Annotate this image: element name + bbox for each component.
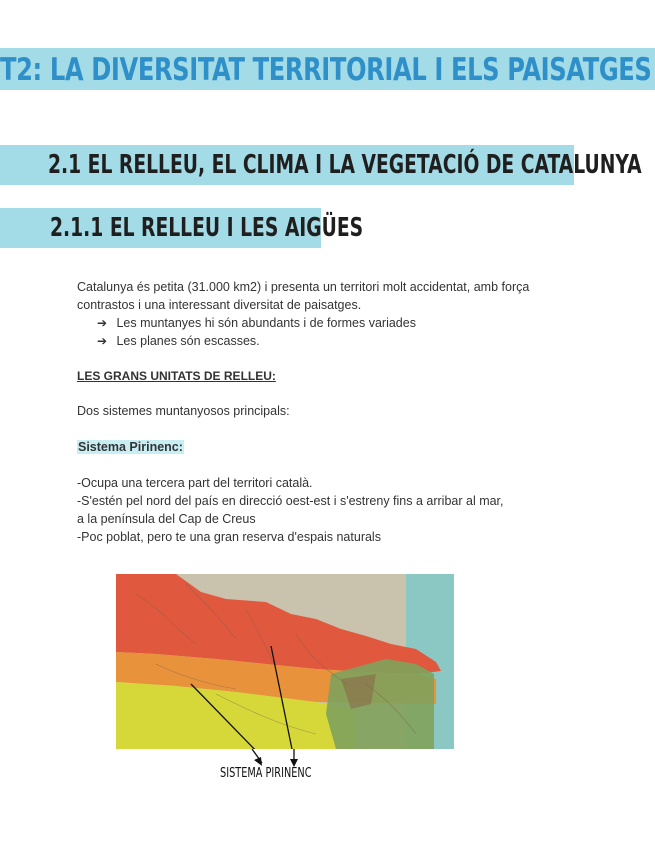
arrow-right-icon: ➔ (97, 316, 108, 330)
subsection-heading: 2.1.1 EL RELLEU I LES AIGÜES (50, 213, 364, 243)
arrow-head-icon (254, 757, 262, 766)
page-title: T2: LA DIVERSITAT TERRITORIAL I ELS PAISATGES (0, 52, 652, 88)
systems-intro: Dos sistemes muntanyosos principals: (77, 404, 290, 418)
section-heading: 2.1 EL RELLEU, EL CLIMA I LA VEGETACIÓ DE CATALUNYA (48, 150, 642, 180)
intro-line-1: Catalunya és petita (31.000 km2) i presenta un territori molt accidentat, amb força (77, 280, 530, 294)
map-label: SISTEMA PIRINENC (220, 766, 312, 781)
units-heading: LES GRANS UNITATS DE RELLEU: (77, 369, 276, 383)
bullet-text: Les muntanyes hi són abundants i de formes variades (116, 316, 416, 330)
intro-line-2: contrastos i una interessant diversitat de paisatges. (77, 298, 362, 312)
system-point-1: -Ocupa una tercera part del territori català. (77, 476, 313, 490)
system-point-4: -Poc poblat, pero te una gran reserva d'espais naturals (77, 530, 381, 544)
system-point-3: a la península del Cap de Creus (77, 512, 256, 526)
bullet-text: Les planes són escasses. (116, 334, 260, 348)
arrow-right-icon: ➔ (97, 334, 108, 348)
system-point-2: -S'estén pel nord del país en direcció oest-est i s'estreny fins a arribar al mar, (77, 494, 504, 508)
system-heading-text: Sistema Pirinenc: (78, 440, 183, 454)
